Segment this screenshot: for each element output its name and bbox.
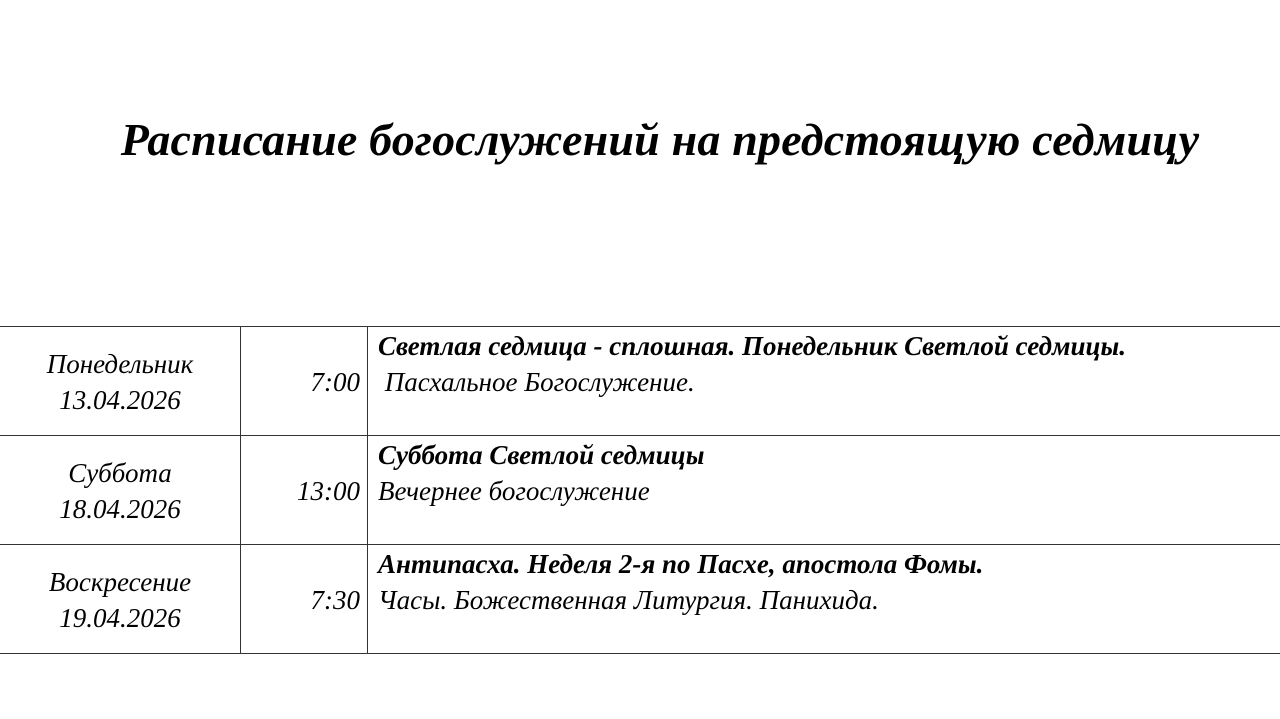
table-row xyxy=(0,545,1280,654)
service-time: 7:00 xyxy=(310,367,360,397)
time-cell xyxy=(241,545,368,654)
day-date: 19.04.2026 xyxy=(59,603,181,633)
day-name: Воскресение xyxy=(48,567,192,597)
schedule-table xyxy=(0,326,1280,654)
day-name: Суббота xyxy=(68,458,172,488)
event-cell xyxy=(368,327,1280,436)
event-title: Суббота Светлой седмицы xyxy=(378,440,705,470)
event-title: Антипасха. Неделя 2-я по Пасхе, апостола Фомы. xyxy=(378,549,984,579)
event-service: Вечернее богослужение xyxy=(378,476,650,506)
event-cell xyxy=(368,436,1280,545)
event-cell xyxy=(368,545,1280,654)
day-date: 18.04.2026 xyxy=(59,494,181,524)
page-title: Расписание богослужений на предстоящую седмицу xyxy=(120,114,1200,165)
time-cell xyxy=(241,436,368,545)
table-row xyxy=(0,436,1280,545)
day-date: 13.04.2026 xyxy=(59,385,181,415)
event-title: Светлая седмица - сплошная. Понедельник Светлой седмицы. xyxy=(378,331,1126,361)
day-cell xyxy=(0,327,241,436)
day-name: Понедельник xyxy=(46,349,194,379)
day-cell xyxy=(0,436,241,545)
event-service: Пасхальное Богослужение. xyxy=(378,367,695,397)
table-row xyxy=(0,327,1280,436)
service-time: 7:30 xyxy=(310,585,360,615)
service-time: 13:00 xyxy=(297,476,360,506)
day-cell xyxy=(0,545,241,654)
time-cell xyxy=(241,327,368,436)
event-service: Часы. Божественная Литургия. Панихида. xyxy=(378,585,879,615)
